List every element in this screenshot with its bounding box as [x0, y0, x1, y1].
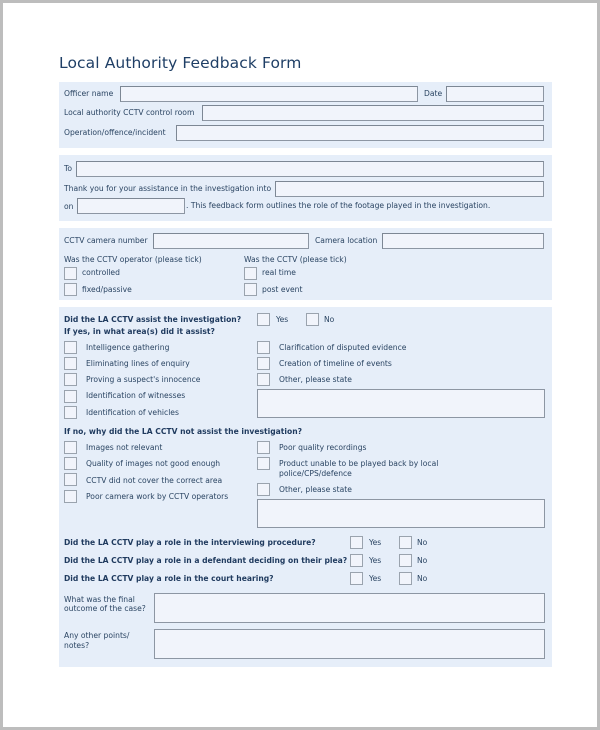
outcome-textarea[interactable]: [154, 593, 545, 623]
yes-other-textarea[interactable]: [257, 389, 545, 418]
form-title: Local Authority Feedback Form: [59, 54, 302, 72]
poor-camera-work-checkbox[interactable]: [64, 490, 77, 503]
on-date-field[interactable]: [77, 198, 185, 214]
investigation-field[interactable]: [275, 181, 544, 197]
fixed-passive-checkbox[interactable]: [64, 283, 77, 296]
images-not-relevant-checkbox[interactable]: [64, 441, 77, 454]
unable-playback-checkbox[interactable]: [257, 457, 270, 470]
assist-no-label: No: [324, 315, 335, 324]
notes-label-line2: notes?: [64, 641, 90, 650]
not-cover-area-checkbox[interactable]: [64, 473, 77, 486]
recipient-section: [59, 155, 552, 221]
identification-witnesses-checkbox[interactable]: [64, 390, 77, 403]
to-label: To: [64, 164, 72, 173]
intelligence-gathering-checkbox[interactable]: [64, 341, 77, 354]
officer-name-label: Officer name: [64, 89, 114, 98]
poor-recordings-checkbox[interactable]: [257, 441, 270, 454]
poor-camera-work-label: Poor camera work by CCTV operators: [86, 492, 229, 501]
real-time-label: real time: [262, 268, 296, 277]
post-event-label: post event: [262, 285, 303, 294]
interviewing-no-checkbox[interactable]: [399, 536, 412, 549]
assistance-section: [59, 307, 552, 667]
officer-details-section: [59, 82, 552, 148]
clarification-evidence-checkbox[interactable]: [257, 341, 270, 354]
assist-yes-checkbox[interactable]: [257, 313, 270, 326]
identification-witnesses-label: Identification of witnesses: [86, 391, 186, 400]
unable-playback-label: Product unable to be played back by local: [279, 459, 439, 468]
interviewing-question: Did the LA CCTV play a role in the interviewing procedure?: [64, 538, 316, 547]
officer-name-field[interactable]: [120, 86, 418, 102]
camera-number-label: CCTV camera number: [64, 236, 148, 245]
poor-recordings-label: Poor quality recordings: [279, 443, 367, 452]
court-question: Did the LA CCTV play a role in the court hearing?: [64, 574, 274, 583]
camera-location-label: Camera location: [315, 236, 378, 245]
interviewing-yes-checkbox[interactable]: [350, 536, 363, 549]
date-field[interactable]: [446, 86, 544, 102]
notes-label-line1: Any other points/: [64, 631, 130, 640]
no-other-checkbox[interactable]: [257, 483, 270, 496]
interviewing-yes-label: Yes: [369, 538, 382, 547]
yes-other-label: Other, please state: [279, 375, 352, 384]
court-no-checkbox[interactable]: [399, 572, 412, 585]
plea-no-label: No: [417, 556, 428, 565]
intelligence-gathering-label: Intelligence gathering: [86, 343, 170, 352]
if-yes-label: If yes, in what area(s) did it assist?: [64, 327, 215, 336]
plea-yes-checkbox[interactable]: [350, 554, 363, 567]
operation-field[interactable]: [176, 125, 544, 141]
identification-vehicles-label: Identification of vehicles: [86, 408, 179, 417]
eliminating-lines-checkbox[interactable]: [64, 357, 77, 370]
if-no-label: If no, why did the LA CCTV not assist the investigation?: [64, 427, 303, 436]
camera-location-field[interactable]: [382, 233, 544, 249]
assist-no-checkbox[interactable]: [306, 313, 319, 326]
not-cover-area-label: CCTV did not cover the correct area: [86, 476, 223, 485]
quality-not-good-label: Quality of images not good enough: [86, 459, 221, 468]
fixed-passive-label: fixed/passive: [82, 285, 132, 294]
outcome-label-line1: What was the final: [64, 595, 135, 604]
court-yes-checkbox[interactable]: [350, 572, 363, 585]
camera-section: [59, 228, 552, 300]
assist-question: Did the LA CCTV assist the investigation?: [64, 315, 242, 324]
proving-innocence-checkbox[interactable]: [64, 373, 77, 386]
plea-yes-label: Yes: [369, 556, 382, 565]
post-event-checkbox[interactable]: [244, 283, 257, 296]
outcome-label-line2: outcome of the case?: [64, 604, 146, 613]
timeline-events-label: Creation of timeline of events: [279, 359, 392, 368]
court-yes-label: Yes: [369, 574, 382, 583]
identification-vehicles-checkbox[interactable]: [64, 406, 77, 419]
quality-not-good-checkbox[interactable]: [64, 457, 77, 470]
form-page: [3, 3, 597, 727]
control-room-label: Local authority CCTV control room: [64, 108, 195, 117]
camera-number-field[interactable]: [153, 233, 309, 249]
real-time-checkbox[interactable]: [244, 267, 257, 280]
images-not-relevant-label: Images not relevant: [86, 443, 163, 452]
controlled-label: controlled: [82, 268, 120, 277]
unable-playback-label-cont: police/CPS/defence: [279, 469, 352, 478]
control-room-field[interactable]: [202, 105, 544, 121]
timeline-events-checkbox[interactable]: [257, 357, 270, 370]
date-label: Date: [424, 89, 443, 98]
proving-innocence-label: Proving a suspect's innocence: [86, 375, 201, 384]
operation-label: Operation/offence/incident: [64, 128, 166, 137]
controlled-checkbox[interactable]: [64, 267, 77, 280]
eliminating-lines-label: Eliminating lines of enquiry: [86, 359, 190, 368]
no-other-textarea[interactable]: [257, 499, 545, 528]
yes-other-checkbox[interactable]: [257, 373, 270, 386]
no-other-label: Other, please state: [279, 485, 352, 494]
cctv-question: Was the CCTV (please tick): [244, 255, 347, 264]
operator-question: Was the CCTV operator (please tick): [64, 255, 202, 264]
on-label: on: [64, 202, 74, 211]
clarification-evidence-label: Clarification of disputed evidence: [279, 343, 407, 352]
outline-text: . This feedback form outlines the role of the footage played in the investigation.: [186, 201, 491, 210]
court-no-label: No: [417, 574, 428, 583]
plea-no-checkbox[interactable]: [399, 554, 412, 567]
thanks-text: Thank you for your assistance in the investigation into: [64, 184, 272, 193]
to-field[interactable]: [76, 161, 544, 177]
interviewing-no-label: No: [417, 538, 428, 547]
plea-question: Did the LA CCTV play a role in a defendant deciding on their plea?: [64, 556, 348, 565]
notes-textarea[interactable]: [154, 629, 545, 659]
assist-yes-label: Yes: [276, 315, 289, 324]
